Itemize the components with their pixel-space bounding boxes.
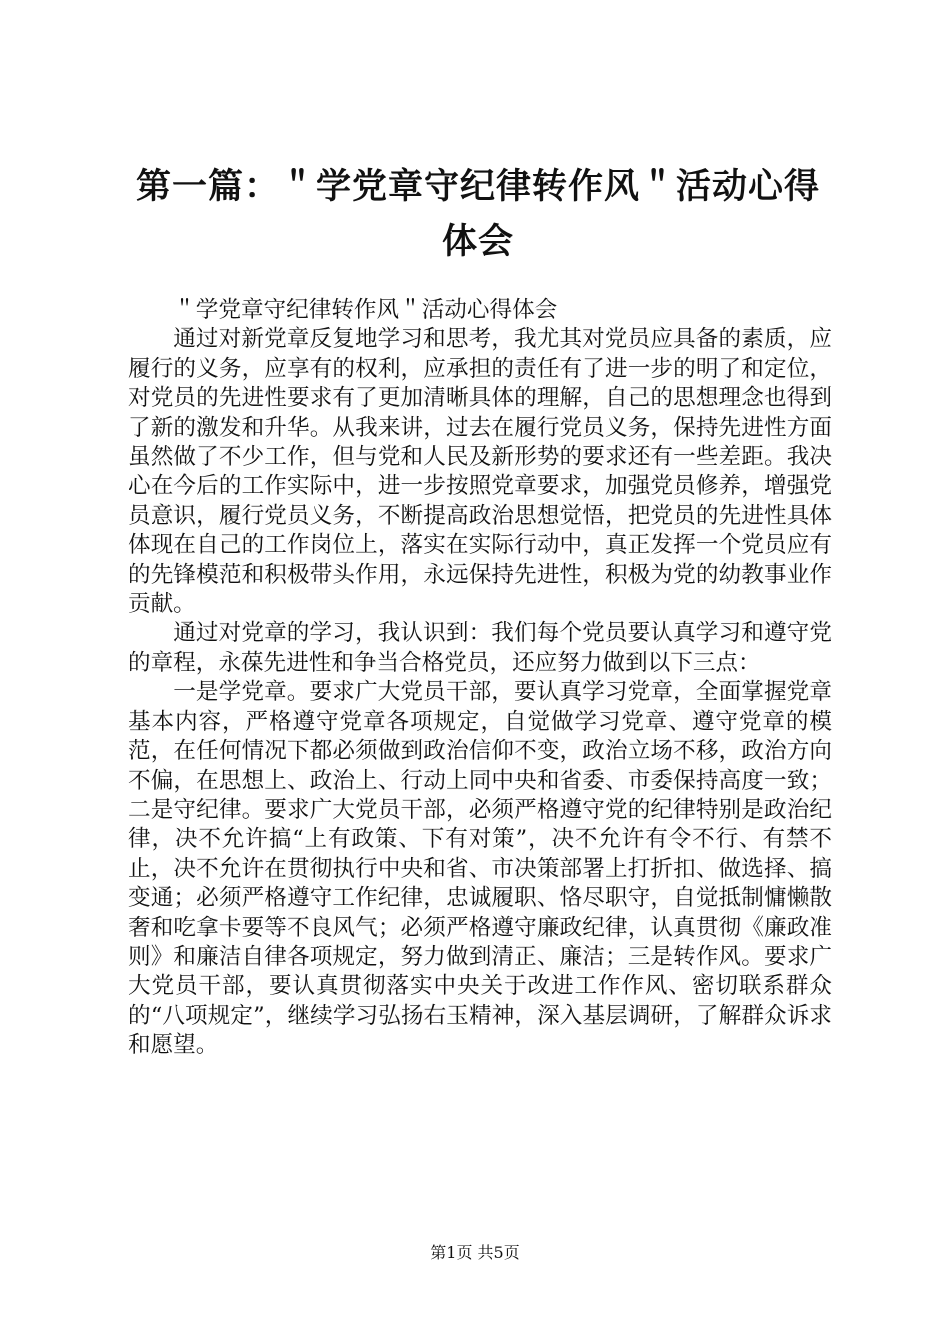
body-paragraph: 通过对党章的学习，我认识到：我们每个党员要认真学习和遵守党的章程，永葆先进性和争当合格党员，还应努力做到以下三点： bbox=[128, 620, 832, 676]
document-title: 第一篇：＂学党章守纪律转作风＂活动心得体会 bbox=[135, 167, 820, 262]
subtitle-paragraph: ＂学党章守纪律转作风＂活动心得体会 bbox=[173, 297, 558, 323]
body-paragraph: 通过对新党章反复地学习和思考，我尤其对党员应具备的素质，应履行的义务，应享有的权利，应承担的责任有了进一步的明了和定位，对党员的先进性要求有了更加清晰具体的理解，自己的思想理念也得到了新的激发和升华。从我来讲，过去在履行党员义务，保持先进性方面虽然做了不少工作，但与党和人民及新形势的要求还有一些差距。我决心在今后的工作实际中，进一步按照党章要求，加强党员修养，增强党员意识，履行党员义务，不断提高政治思想觉悟，把党员的先进性具体体现在自己的工作岗位上，落实在实际行动中，真正发挥一个党员应有的先锋模范和积极带头作用，永远保持先进性，积极为党的幼教事业作贡献。 bbox=[128, 326, 832, 618]
document-body bbox=[128, 296, 832, 1061]
body-paragraph: 一是学党章。要求广大党员干部，要认真学习党章，全面掌握党章基本内容，严格遵守党章各项规定，自觉做学习党章、遵守党章的模范，在任何情况下都必须做到政治信仰不变，政治立场不移，政治方向不偏，在思想上、政治上、行动上同中央和省委、市委保持高度一致；二是守纪律。要求广大党员干部，必须严格遵守党的纪律特别是政治纪律，决不允许搞“上有政策、下有对策”，决不允许有令不行、有禁不止，决不允许在贯彻执行中央和省、市决策部署上打折扣、做选择、搞变通；必须严格遵守工作纪律，忠诚履职、恪尽职守，自觉抵制慵懒散奢和吃拿卡要等不良风气；必须严格遵守廉政纪律，认真贯彻《廉政准则》和廉洁自律各项规定，努力做到清正、廉洁；三是转作风。要求广大党员干部，要认真贯彻落实中央关于改进工作作风、密切联系群众的“八项规定”，继续学习弘扬右玉精神，深入基层调研，了解群众诉求和愿望。 bbox=[128, 679, 832, 1059]
page-footer: 第1页 共5页 bbox=[430, 1243, 520, 1262]
